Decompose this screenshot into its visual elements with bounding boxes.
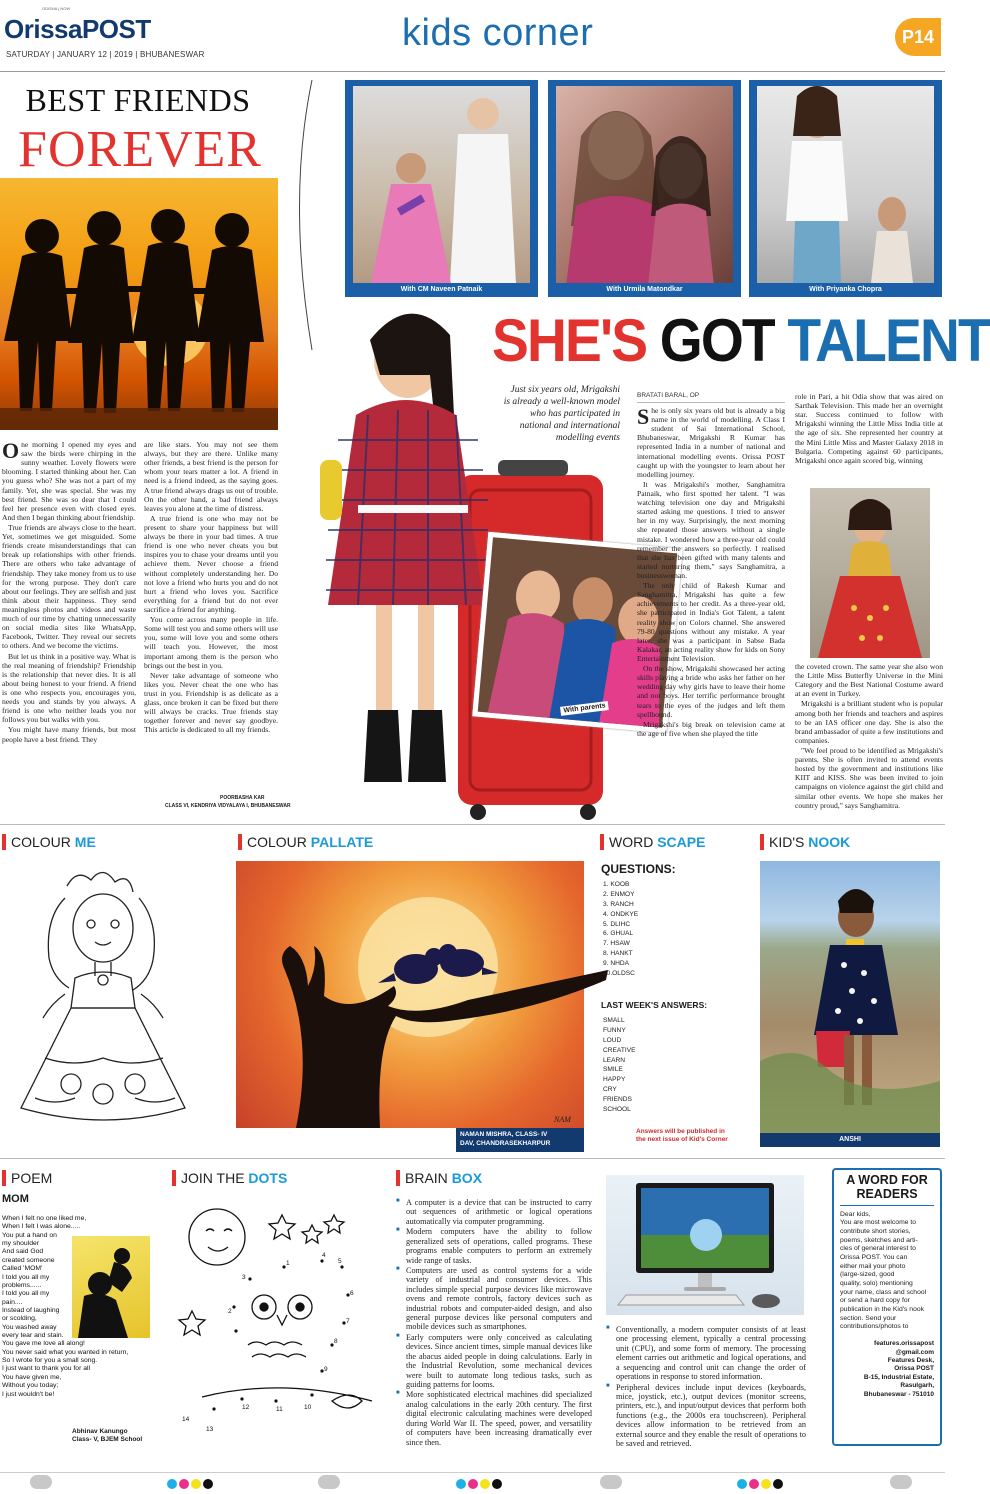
section-rule-1 <box>0 824 945 825</box>
poem-line: You never said what you wanted in return, <box>2 1348 129 1356</box>
computer-photo <box>606 1175 804 1315</box>
poem-author-school: Class- V, BJEM School <box>72 1436 143 1444</box>
addr-line: Features Desk, <box>887 1357 934 1364</box>
dot-number: 8 <box>334 1338 338 1345</box>
email-line-2: @gmail.com <box>895 1348 934 1356</box>
friends-column-1 <box>2 440 136 800</box>
answer-item: SMILE <box>603 1066 623 1074</box>
cmyk-dots-icon <box>166 1476 214 1494</box>
poem-line: every tear and stain. <box>2 1332 64 1340</box>
registration-pill-icon <box>30 1475 52 1489</box>
dateline: SATURDAY | JANUARY 12 | 2019 | BHUBANESWAR <box>6 50 205 59</box>
brain-box-right-list <box>606 1325 806 1475</box>
talent-para: Mrigakshi's big break on television came at the age of five when she played the title <box>637 719 785 738</box>
dot-number: 5 <box>338 1258 342 1265</box>
poem-line: You put a hand on <box>2 1231 57 1239</box>
friends-para: You come across many people in life. Some will test you and some others will use you, some will love you and some others will teach you. However, the most important among them is the person who brings out the best in you. <box>144 615 278 670</box>
photo-mrigakshi-costume <box>810 488 930 658</box>
poem-header <box>2 1170 52 1186</box>
readers-body <box>834 1209 940 1335</box>
footer-rule <box>0 1472 945 1473</box>
tree-birds-illustration <box>236 861 584 1128</box>
parents-caption: With parents <box>560 701 609 716</box>
painting-credit <box>456 1128 584 1152</box>
question-item: 6. GHUAL <box>603 930 634 938</box>
poem-line: Instead of laughing <box>2 1306 60 1314</box>
princess-coloring-icon[interactable] <box>5 858 227 1158</box>
talent-column-2-bottom <box>795 662 943 810</box>
talent-para: The only child of Rakesh Kumar and Sanghamitra, Mrigakshi has quite a few achievements to her credit. As a three-year old, she participated in India's Got Talent, a talent reality show on Colors channel. She answered 79-80 questions without any mistake. A year later, she was a participant in Sabse Bada Kalakar, an acting reality show for kids on Sony Entertainment Television. <box>637 581 785 663</box>
question-item: 8. HANKT <box>603 950 633 958</box>
question-item: 10.OLDSC <box>603 970 635 978</box>
answer-item: HAPPY <box>603 1076 626 1084</box>
colour-me-a: COLOUR <box>11 834 71 850</box>
poem-body <box>2 1215 167 1399</box>
readers-contact <box>834 1334 940 1399</box>
caption-priyanka: With Priyanka Chopra <box>749 283 942 296</box>
kids-nook-caption <box>760 1133 940 1147</box>
poem-author <box>72 1428 142 1445</box>
talent-para: "We feel proud to be identified as Mrigakshi's parents. She is often invited to attend events hosted by the government and institutions like KIIT and KISS. She was been invited to join campaigns on violence against the girl child and similar other events. We hope she makes her country proud," says Sanghamitra. <box>795 745 943 810</box>
brain-box-item: ■ Conventionally, a modern computer consists of at least one processing element, typically a central processing unit (CPU), and some form of memory. The processing element carries out arithmetic and logical operations, and a sequencing and control unit can change the order of operations in response to stored information. <box>606 1325 806 1382</box>
credit-line-1: NAMAN MISHRA, CLASS- IV <box>460 1131 548 1138</box>
urmila-photo-illustration <box>556 86 733 283</box>
note-line-1: Answers will be published in <box>636 1128 725 1135</box>
talent-byline: BRATATI BARAL, OP <box>637 392 700 399</box>
talent-column-2-top <box>795 392 943 482</box>
addr-line: Orissa POST <box>894 1365 934 1373</box>
question-item: 7. HSAW <box>603 940 630 948</box>
colour-pallate-header <box>238 834 373 850</box>
word-scape-b: SCAPE <box>657 834 706 850</box>
answer-item: FUNNY <box>603 1026 626 1034</box>
photo-with-urmila <box>548 80 741 297</box>
owl-join-dots-icon[interactable] <box>172 1195 382 1440</box>
readers-title-1: A WORD FOR <box>846 1173 928 1187</box>
section-title: kids corner <box>402 12 594 54</box>
masthead <box>0 0 945 72</box>
readers-line: contributions/photos to <box>840 1323 909 1331</box>
credit-line-2: DAV, CHANDRASEKHARPUR <box>460 1139 551 1147</box>
poem-line: You gave me love all along! <box>2 1340 85 1348</box>
question-item: 9. NHDA <box>603 960 630 968</box>
dot-number: 10 <box>304 1404 312 1411</box>
brain-box-header <box>396 1170 482 1186</box>
cmyk-dots-icon <box>736 1476 784 1494</box>
addr-line: Bhubaneswar - 751010 <box>863 1390 934 1398</box>
poem-line: When I felt no one liked me, <box>2 1215 87 1222</box>
brain-box-item: ■ Computers are used as control systems for a wide variety of industrial and consumer devices. This includes simple special purpose devices like microwave ovens and remote controls, factory devices such as industrial robots and computer-aided design, and also general purpose devices like personal computers and mobile devices such as smartphones. <box>396 1266 592 1332</box>
join-dots-a: JOIN THE <box>181 1170 245 1186</box>
question-item: 3. RANCH <box>603 900 634 908</box>
word-readers-box <box>832 1168 942 1446</box>
poem-head: POEM <box>11 1170 53 1186</box>
brand-orissa: Orissa <box>4 14 82 44</box>
dot-number: 11 <box>276 1406 283 1413</box>
poem-line: You washed away <box>2 1323 57 1331</box>
poem-line: Without you today; <box>2 1382 59 1390</box>
kids-nook-photo <box>760 861 940 1133</box>
answer-item: SCHOOL <box>603 1106 631 1114</box>
friends-para: But let us think in a positive way. What is the real meaning of friendship? Friendship is the relationship that never dies. It is all about being honest to your friend. A friend is one who respects you, encourages you, needs you and stands by you always. A friend is one who neither leads you nor follows you but walks with you. <box>2 651 136 725</box>
kids-nook-a: KID'S <box>769 834 805 850</box>
brain-box-item: ■ A computer is a device that can be instructed to carry out sequences of arithmetic or logical operations automatically via computer programming. <box>396 1198 592 1226</box>
answer-item: SMALL <box>603 1017 625 1024</box>
kids-nook-b: NOOK <box>808 834 851 850</box>
caption-cm: With CM Naveen Patnaik <box>345 283 538 296</box>
poem-title: MOM <box>2 1193 29 1205</box>
talent-intro: Just six years old, Mrigakshi is already a well-known model who has participated in national and international modelling events <box>503 385 620 443</box>
friends-para: You might have many friends, but most people have a best friend. They <box>2 725 136 744</box>
poem-line: or scolding, <box>2 1315 37 1323</box>
brand-small: ODISHA | NOW <box>42 6 71 11</box>
addr-line: Rasulgarh, <box>900 1382 934 1390</box>
readers-line: You are most welcome to <box>840 1219 917 1227</box>
readers-line: section. Send your <box>840 1314 897 1322</box>
answer-item: CRY <box>603 1086 617 1094</box>
question-item: 5. DLIHC <box>603 920 631 928</box>
cm-photo-illustration <box>353 86 530 283</box>
friends-title-2: FOREVER <box>18 121 262 178</box>
readers-rule <box>840 1205 934 1206</box>
friends-title-1: BEST FRIENDS <box>25 82 251 118</box>
colour-pallate-a: COLOUR <box>247 834 307 850</box>
friends-para: True friends are always close to the heart. Yet, sometimes we get misguided. Some friends create misunderstandings that can break up relationships with other friends. There are others who take advantage of friendship. They take money from us to use for the wrong purpose. They don't care about our feelings. They are selfish and just think about their happiness. They send meaningless photos and videos and waste much of our time by chatting unnecessarily on social media sites like WhatsApp, Facebook, Twitter. They reveal our secrets to others. And we become the victims. <box>2 522 136 651</box>
answer-item: LOUD <box>603 1036 622 1044</box>
poem-line: I just wouldn't be! <box>2 1390 55 1398</box>
readers-line: your name, class and school <box>840 1288 927 1296</box>
poem-line: pain.... <box>2 1298 23 1306</box>
colour-pallate-b: PALLATE <box>310 834 374 850</box>
kids-nook-header <box>760 834 850 850</box>
talent-para: Mrigakshi is a brilliant student who is popular among both her friends and teachers and aspires to be an IAS officer one day. She is also the brand ambassador of quite a few institutions and companies. <box>795 699 943 745</box>
dot-number: 2 <box>228 1308 232 1315</box>
dot-number: 13 <box>206 1426 214 1433</box>
question-item: 1. KOOB <box>603 881 630 888</box>
brain-box-left-list <box>396 1198 592 1470</box>
poem-line: I told you all my <box>2 1290 50 1298</box>
readers-line: Dear kids, <box>840 1210 871 1218</box>
friends-byline-school: CLASS VI, KENDRIYA VIDYALAYA I, BHUBANESWAR <box>165 803 291 809</box>
questions-list <box>603 880 733 979</box>
headline-shes: SHE'S <box>492 307 647 374</box>
readers-line: cles of general interest to <box>840 1245 916 1253</box>
answer-item: FRIENDS <box>603 1096 632 1104</box>
colour-me-header <box>2 834 96 850</box>
dot-number: 12 <box>242 1404 250 1411</box>
friends-silhouette-photo <box>0 178 278 430</box>
poem-line: Called 'MOM' <box>2 1265 43 1273</box>
readers-email[interactable] <box>840 1340 934 1357</box>
poem-line: I told you all my <box>2 1273 50 1281</box>
brand-logo[interactable] <box>4 14 151 45</box>
answers-title: LAST WEEK'S ANSWERS: <box>601 1000 708 1010</box>
word-scape-a: WORD <box>609 834 654 850</box>
registration-pill-icon <box>890 1475 912 1489</box>
friends-para: A true friend is one who may not be present to share your happiness but will always be there in your bad times. A true friend is one who never cheats you but inspires you to chase your dreams until you achieve them. Never choose a friend without completely understanding her. Do not love a friend who hurts you and do not hurt a friend who loves you. Sacrifice everything for a friend but do not ever sacrifice a friend for anything. <box>144 513 278 614</box>
question-item: 2. ENMOY <box>603 890 635 898</box>
headline-got: GOT <box>659 307 774 374</box>
join-dots-b: DOTS <box>248 1170 288 1186</box>
join-dots-header <box>172 1170 287 1186</box>
brand-post: POST <box>81 14 151 44</box>
dot-number: 7 <box>346 1318 350 1325</box>
note-line-2: the next issue of Kid's Corner <box>636 1136 728 1144</box>
readers-line: contribute short stories, <box>840 1227 911 1235</box>
readers-line: quality, solo) mentioning <box>840 1280 913 1287</box>
dot-number: 4 <box>322 1252 326 1259</box>
anshi-caption: ANSHI <box>839 1136 861 1143</box>
friends-byline: POORBASHA KAR <box>220 795 265 801</box>
cmyk-dots-icon <box>455 1476 503 1494</box>
caption-urmila: With Urmila Matondkar <box>548 283 741 296</box>
email-line-1: features.orissapost <box>874 1340 934 1348</box>
readers-title-2: READERS <box>856 1186 918 1201</box>
poem-line: created someone <box>2 1256 55 1264</box>
page-badge <box>895 18 941 56</box>
registration-pill-icon <box>318 1475 340 1489</box>
talent-para: the coveted crown. The same year she also won the Little Miss Butterfly Universe in the Mini Category and the Best National Costume award at an event in Turkey. <box>795 662 943 699</box>
dot-number: 3 <box>242 1274 246 1281</box>
answer-item: LEARN <box>603 1056 625 1064</box>
brain-box-item: ■ Modern computers have the ability to follow generalized sets of operations, called programs. These programs enable computers to perform an extremely wide range of tasks. <box>396 1227 592 1265</box>
section-rule-2 <box>0 1158 945 1159</box>
page-badge-text: P14 <box>901 27 935 47</box>
byline-rule <box>637 402 785 403</box>
dot-number: 6 <box>350 1290 354 1297</box>
talent-para: She is only six years old but is already a big name in the world of modelling. A Class I student of Sai International School, Bhubaneswar, Mrigakshi R Kumar has represented India in a number of national and international modelling events. Orissa POST caught up with the youngster to learn about her modelling journey. <box>637 404 785 479</box>
kids-silhouette-icon <box>0 178 278 430</box>
poem-line: And said God <box>2 1248 44 1256</box>
answers-list <box>603 1016 733 1115</box>
friends-para: One morning I opened my eyes and saw the birds were chirping in the sunny weather. Lovely flowers were blooming. I started thinking about her. Can you guess who? She was not a part of my family. Yet, she was special. She was my best friend. She was so dear that I could feel her presence even with closed eyes. And then I began thinking about friendship. <box>2 438 136 522</box>
registration-pill-icon <box>600 1475 622 1489</box>
readers-line: publication in the Kid's nook <box>840 1306 925 1314</box>
word-scape-header <box>600 834 705 850</box>
talent-column-1 <box>637 406 785 802</box>
brain-box-item: ■ More sophisticated electrical machines did specialized analog calculations in the early 20th century. The first digital electronic calculating machines were developed during World War II. The speed, power, and versatility of computers have been increasing dramatically ever since then. <box>396 1390 592 1447</box>
answer-item: CREATIVE <box>603 1046 636 1054</box>
friends-para: Never take advantage of someone who likes you. Never cheat the one who has trust in you. Friendship is as delicate as a glass, once broken it can be fixed but there will always be cracks. True friends stay together forever and never say goodbye. This article is dedicated to all my friends. <box>144 670 278 735</box>
headline-talent: TALENT <box>787 307 990 374</box>
photo-with-cm <box>345 80 538 297</box>
talent-para: role in Pari, a hit Odia show that was aired on Sarthak Television. This made her an overnight star. Success continued to follow with Mrigakshi winning the Little Miss India title at the age of six. She represented her country at the Mini Little Miss and Master Galaxy 2018 in Bulgaria. Competing against 60 participants, Mrigakshi once again scored big, winning <box>795 392 943 465</box>
computer-monitor-icon <box>606 1175 804 1315</box>
dot-number: 1 <box>286 1260 290 1267</box>
poem-line: So I wrote for you a small song. <box>2 1357 98 1365</box>
friends-column-2 <box>144 440 278 795</box>
talent-para: On the show, Mrigakshi showcased her acting skills playing a bride who asks her father on her wedding day why girls have to leave their home and not boys. Her terrific performance brought tears to the eyes of the judges and left them spellbound. <box>637 664 785 719</box>
footer-marks <box>0 1478 945 1486</box>
poem-author-name: Abhinav Kanungo <box>72 1428 128 1435</box>
poem-line: problems...... <box>2 1281 42 1289</box>
brain-box-item: ■ Peripheral devices include input devices (keyboards, mice, joystick, etc.), output devices (monitor screens, printers, etc.), and input/output devices that perform both functions (e.g., the 2000s era touchscreen). Peripheral devices allow information to be retrieved from an external source and they enable the result of operations to be saved and retrieved. <box>606 1383 806 1449</box>
friends-para: are like stars. You may not see them always, but they are there. Unlike many other friends, a best friend is the person for whom your tears matter a lot. A friend in need is a friend indeed, as the saying goes. A true friend always drags us out of trouble. On the other hand, a bad friend always leaves you alone at the time of distress. <box>144 440 278 513</box>
talent-para: It was Mrigakshi's mother, Sanghamitra Patnaik, who first spotted her talent. "I was watching television one day and Mrigakshi started asking me questions. I tried to answer her in my way. Surprisingly, the next morning she repeated those answers without a single mistake. I wondered how a three-year old could remember the answers so perfectly. I realised that she has been gifted with many talents and started nurturing them," says Sanghamitra, a businesswoman. <box>637 479 785 580</box>
poem-line: I just want to thank you for all <box>2 1365 91 1373</box>
questions-title: QUESTIONS: <box>601 862 676 876</box>
colour-me-b: ME <box>74 834 96 850</box>
question-item: 4. ONDKYE <box>603 910 639 918</box>
dot-number: 9 <box>324 1366 328 1373</box>
dot-number: 14 <box>182 1416 190 1423</box>
priyanka-photo-illustration <box>757 86 934 283</box>
readers-title <box>834 1170 940 1202</box>
answers-note <box>636 1128 728 1145</box>
costume-photo-illustration <box>810 488 930 658</box>
photo-with-priyanka <box>749 80 942 297</box>
readers-line: (large-sized, good <box>840 1271 895 1279</box>
painting-birds-on-tree <box>236 861 584 1128</box>
brain-box-b: BOX <box>451 1170 483 1186</box>
readers-line: Orissa POST. You can <box>840 1253 908 1261</box>
poem-line: When I felt I was alone..... <box>2 1223 81 1231</box>
readers-line: either mail your photo <box>840 1262 906 1270</box>
brain-box-a: BRAIN <box>405 1170 448 1186</box>
brain-box-item: ■ Early computers were only conceived as calculating devices. Since ancient times, simple manual devices like the abacus aided people in doing calculations. Early in the Industrial Revolution, some mechanical devices were built to automate long tedious tasks, such as guiding patterns for looms. <box>396 1333 592 1390</box>
readers-line: or send a hard copy for <box>840 1297 910 1305</box>
anshi-photo-illustration <box>760 861 940 1133</box>
painting-signature: NAM <box>554 1115 571 1124</box>
readers-line: poems, sketches and arti- <box>840 1236 918 1244</box>
poem-line: You have given me, <box>2 1373 62 1381</box>
poem-line: my shoulder <box>2 1240 40 1248</box>
addr-line: B-15, Industrial Estate, <box>863 1373 934 1381</box>
